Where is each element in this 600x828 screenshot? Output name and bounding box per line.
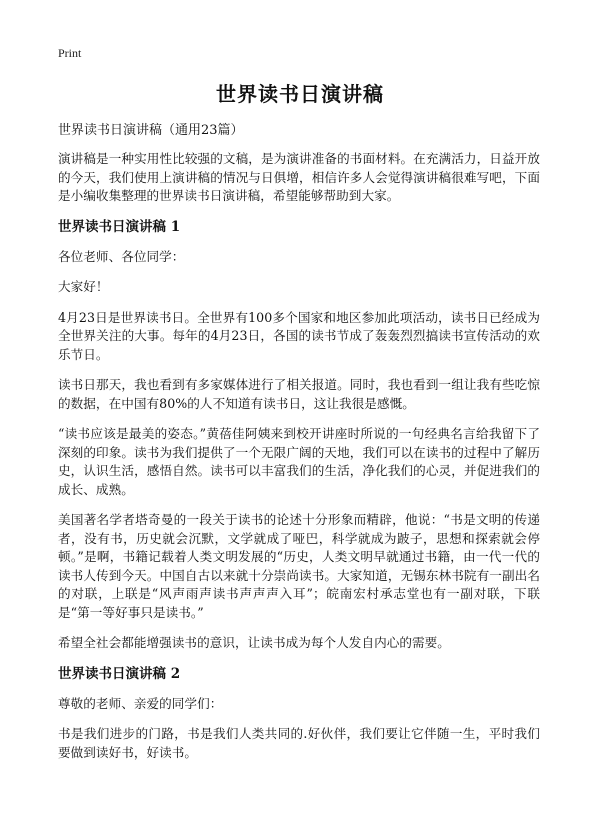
paragraph: 大家好！: [58, 279, 109, 294]
document-body: [58, 122, 540, 774]
document-subtitle: 世界读书日演讲稿（通用23篇）: [58, 123, 244, 138]
paragraph: 4月23日是世界读书日。全世界有100多个国家和地区参加此项活动，读书日已经成为全世界关注的大事。每年的4月23日，各国的读书节成了轰轰烈烈搞读书宣传活动的欢乐节日。: [58, 309, 540, 362]
paragraph: 尊敬的老师、亲爱的同学们：: [58, 695, 223, 711]
print-link[interactable]: Print: [58, 46, 82, 60]
paragraph: “读书应该是最美的姿态。”黄蓓佳阿姨来到校开讲座时所说的一句经典名言给我留下了深刻的印象。读书为我们提供了一个无限广阔的天地，我们可以在读书的过程中了解历史，认识生活，感悟自然。读书可以丰富我们的生活，净化我们的心灵，并促进我们的成长、成熟。: [58, 426, 540, 497]
page-title: 世界读书日演讲稿: [216, 82, 384, 106]
intro-paragraph: 演讲稿是一种实用性比较强的文稿，是为演讲准备的书面材料。在充满活力，日益开放的今天，我们使用上演讲稿的情况与日俱增，相信许多人会觉得演讲稿很难写吧，下面是小编收集整理的世界读书日演讲稿，希望能够帮助到大家。: [58, 151, 540, 203]
section-heading-1: 世界读书日演讲稿 1: [58, 218, 181, 235]
section-heading-2: 世界读书日演讲稿 2: [58, 665, 181, 682]
paragraph: 各位老师、各位同学：: [58, 248, 185, 264]
paragraph: 希望全社会都能增强读书的意识，让读书成为每个人发自内心的需要。: [58, 635, 450, 650]
paragraph: 书是我们进步的门路，书是我们人类共同的.好伙伴，我们要让它伴随一生，平时我们要做到读好书，好读书。: [58, 726, 540, 760]
paragraph: 读书日那天，我也看到有多家媒体进行了相关报道。同时，我也看到一组让我有些吃惊的数据，在中国有80%的人不知道有读书日，这让我很是感慨。: [58, 377, 540, 411]
paragraph: 美国著名学者塔奇曼的一段关于读书的论述十分形象而精辟，他说：“书是文明的传递者，没有书，历史就会沉默，文学就成了哑巴，科学就成为跛子，思想和探索就会停顿。”是啊，书籍记载着人类文明发展的“历史，人类文明早就通过书籍，由一代一代的读书人传到今天。中国自古以来就十分崇尚读书。大家知道，无锡东林书院有一副出名的对联，上联是“风声雨声读书声声声入耳”；皖南宏村承志堂也有一副对联，下联是“第一等好事只是读书。”: [58, 512, 540, 620]
